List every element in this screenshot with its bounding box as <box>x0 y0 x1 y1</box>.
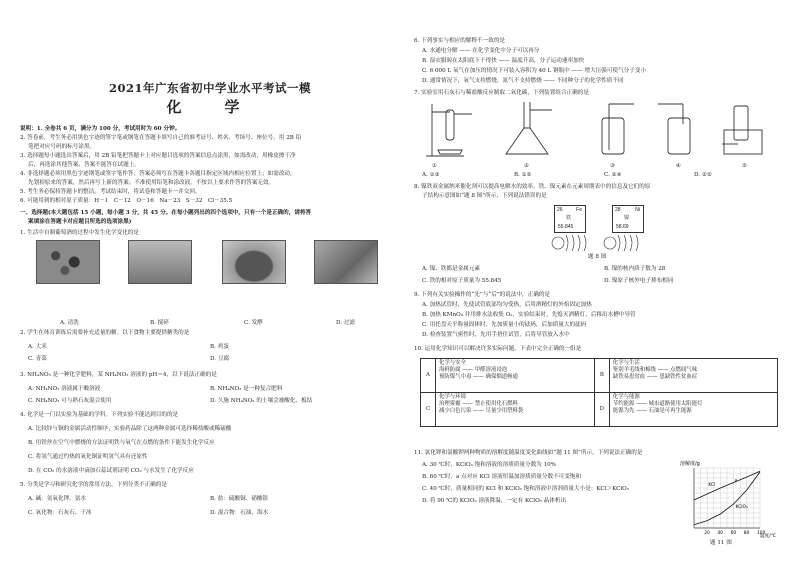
q10-d-line2: 能源为先 —— 石油是可再生能源 <box>612 408 692 414</box>
right-column <box>414 0 782 561</box>
q10-c-line2: 减少白色污染 —— 尽量少用塑料袋 <box>439 408 524 414</box>
q2-option-b: B. 鸡蛋 <box>210 344 229 350</box>
q5-option-c: C. 氧化物：石灰石、干冰 <box>28 510 92 516</box>
solubility-chart <box>676 458 780 542</box>
q6-option-a: A. 水通电分解 —— 在化学变化中分子可以再分 <box>422 48 540 54</box>
fe-number: 26 <box>557 207 563 213</box>
q8-stem: 8. 镍铁双金属纳米催化剂可以提高电解水的效率。铁、镍元素在元素周期表中的信息及它们的原 <box>414 184 651 190</box>
q1-option-b: B. 搅碎 <box>150 320 169 326</box>
ni-symbol: Ni <box>635 207 640 213</box>
q11-stem: 11. 氯化钾和氯酸钾两种物质的溶解度随温度变化曲线如“题 11 图”所示。下列说法正确的是 <box>414 450 643 456</box>
chart-ticks <box>704 530 765 536</box>
q10-key-b: B <box>594 359 609 393</box>
q7-option-c: C. ②④ <box>604 172 622 178</box>
note-6: 6. 可能用到的相对原子质量：H－1 C－12 O－16 Na－23 S－32 Cl－35.5 <box>20 198 233 204</box>
left-column <box>20 0 400 561</box>
note-3: 3. 选择题每小题选出答案后，用 2B 铅笔把答题卡上对应题目选项的答案信息点涂黑，如需改动，用橡皮擦干净 <box>20 153 296 159</box>
q4-option-a: A. 比较锌与铜的金属活动性顺序，实验药品除了这两种金属可选择稀盐酸或稀硫酸 <box>28 426 232 432</box>
q10-a-line2: 预防煤气中毒 —— 确保烟道畅通 <box>439 374 518 380</box>
note-5: 5. 考生务必保持答题卡的整洁。考试结束时，将试卷和答题卡一并交回。 <box>20 189 201 195</box>
fe-mass: 55.845 <box>558 224 574 230</box>
q10-key-a: A <box>421 359 436 393</box>
q8-figure-label: 题 8 图 <box>588 254 607 260</box>
x-tick-label: 40 <box>717 531 723 536</box>
x-tick-label: 60 <box>730 531 737 536</box>
q11-option-c: C. 40 ℃时，质量相同的 KCl 和 KClO₃ 饱和溶液中溶剂质量大小是：KCl＞KClO₃ <box>422 486 630 492</box>
chart-ylabel: 溶解度/g <box>680 461 700 467</box>
q6-stem: 6. 下列事实与相应的解释不一致的是 <box>414 38 506 44</box>
chart-grid <box>694 468 760 528</box>
q10-cell-b <box>609 359 777 393</box>
q10-b-line2: 缺铁易患贫血 —— 患缺铁性贫血症 <box>612 374 698 380</box>
q5-stem: 5. 分类是学习和研究化学的常用方法。下列分类不正确的是 <box>20 482 167 488</box>
q9-option-d: D. 检查装置气密性时，先用手捂住试管，后将导管放入水中 <box>422 332 570 338</box>
q6-option-d: D. 通常情况下，氧气支持燃烧，氮气不支持燃烧 —— 不同种分子的化学性质不同 <box>422 78 624 84</box>
atom-structure-diagrams <box>544 233 654 253</box>
series-label: KClO₃ <box>735 505 748 510</box>
q7-apparatus-figure <box>424 100 774 162</box>
q3-option-a: A. NH₄NO₃ 溶液属于酸溶液 <box>28 386 101 392</box>
q1-photo-fermenting <box>222 240 286 284</box>
q4-stem: 4. 化学是一门以实验为基础的学科。下列实验不能达到目的的是 <box>20 412 179 418</box>
q10-a-head: 化学与安全 <box>439 360 466 366</box>
q2-option-a: A. 大米 <box>28 344 47 350</box>
q4-option-c: C. 将氢气通过灼热的氧化铜证明氢气具有还原性 <box>28 454 148 460</box>
q4-option-b: B. 用铁丝在空气中燃烧的方法证明铁与氧气在点燃的条件下能发生化学反应 <box>28 440 215 446</box>
q7-option-a: A. ①③ <box>422 172 440 178</box>
q1-option-c: C. 发酵 <box>244 320 263 326</box>
q10-a-line1: 海鲜防腐 —— 甲醛溶液浸泡 <box>439 367 508 373</box>
q10-cell-c <box>436 393 595 427</box>
section1-heading: 一、选择题(本大题包括 15 小题，每小题 3 分，共 45 分。在每小题列出的四个选项中，只有一个是正确的，请将答 <box>20 210 312 216</box>
exam-title: 2021年广东省初中学业水平考试一模 <box>108 81 311 95</box>
x-tick-label: 100 <box>757 531 766 536</box>
q3-option-d: D. 久施 NH₄NO₃ 的土壤会被酸化、板结 <box>210 398 313 404</box>
q11-option-a: A. 30 ℃时，KClO₃ 饱和溶液的溶质质量分数为 10% <box>422 462 556 468</box>
q2-option-c: C. 青菜 <box>28 356 47 362</box>
note-2b: 笔把对应号码的标号涂黑。 <box>28 144 96 150</box>
q1-stem: 1. 生活中自制葡萄酒的过程中发生化学变化的是 <box>20 230 139 236</box>
x-tick-label: 20 <box>704 531 710 536</box>
ni-number: 28 <box>615 207 621 213</box>
q10-key-c: C <box>421 393 436 427</box>
q6-option-b: B. 湿衣服晾在太阳底下干得快 —— 温度升高，分子运动速率加快 <box>422 58 585 64</box>
q10-b-head: 化学与生活 <box>612 360 640 366</box>
q9-option-c: C. 用托盘天平称量固体时，先加质量小的砝码，后加质量大的砝码 <box>422 322 587 328</box>
q3-option-c: C. NH₄NO₃ 可与熟石灰混合使用 <box>28 398 112 404</box>
q10-stem: 10. 运用化学知识可以解决许多实际问题。下表中完全正确的一组是 <box>414 346 582 352</box>
q8-stem-2: 子结构示意图如“题 8 图”所示，下列说法错误的是 <box>422 193 547 199</box>
note-4: 4. 非选择题必须用黑色字迹钢笔或签字笔作答，答案必须写在答题卡各题目指定区域内相应位置上；如需改动， <box>20 171 296 177</box>
ni-atom-icon <box>604 235 638 251</box>
q10-cell-d <box>609 393 777 427</box>
q9-stem: 9. 下列有关实验操作的“先”与“后”的说法中，正确的是 <box>414 292 551 298</box>
q7-label-3: ③ <box>610 163 616 169</box>
q11-option-d: D. 将 90 ℃的 KClO₃ 溶液降温，一定有 KClO₃ 晶体析出 <box>422 498 567 504</box>
series-label: KCl <box>708 483 716 488</box>
fe-name: 铁 <box>566 215 572 221</box>
q11-figure-label: 题 11 图 <box>710 540 732 546</box>
q1-photo-filtering <box>314 240 378 284</box>
exam-subject: 化 学 <box>166 98 254 116</box>
q10-d-head: 化学与能源 <box>612 394 640 400</box>
q6-option-c: C. 6 000 L 氧气在加压的情况下可装入容积为 40 L 钢瓶中 —— 增大压强可使气分子变小 <box>422 68 647 74</box>
q10-table <box>420 358 778 427</box>
q8-option-a: A. 镍、铁都是金属元素 <box>422 266 480 272</box>
q5-option-b: B. 盐：硫酸铜、硝酸银 <box>210 496 269 502</box>
q8-option-c: C. 铁的相对原子质量为 55.845 <box>422 278 502 284</box>
q7-label-4: ④ <box>676 163 682 169</box>
q2-option-d: D. 豆腐 <box>210 356 230 362</box>
q7-label-2: ② <box>524 163 530 169</box>
note-2: 2. 答卷前，考生务必用黑色字迹的签字笔或钢笔在答题卡填写自己的准考证号、姓名、考场号、座位号。用 2B 铅 <box>20 135 302 141</box>
q10-b-line1: 鉴别羊毛线和棉线 —— 点燃闻气味 <box>612 367 698 373</box>
q7-option-d: D. ②⑤ <box>694 172 712 178</box>
fe-atom-icon <box>552 235 586 251</box>
ni-mass: 58.69 <box>616 224 629 230</box>
q10-c-head: 化学与环境 <box>439 394 466 400</box>
ni-name: 镍 <box>624 215 630 221</box>
fe-symbol: Fe <box>576 207 582 213</box>
note-1: 说明：1. 全卷共 6 页，满分为 100 分，考试用时为 60 分钟。 <box>20 126 181 132</box>
q8-option-d: D. 镍原子核外电子排布相同 <box>604 278 674 284</box>
q10-key-d: D <box>594 393 609 427</box>
annotation-a: a <box>734 478 738 484</box>
apparatus-4-icon <box>658 104 690 154</box>
ni-element-card <box>612 205 644 233</box>
q5-option-a: A. 碱：氢氧化钾、氨水 <box>28 496 86 502</box>
q10-d-line1: 节约能源 —— 城市道路使用太阳能灯 <box>612 401 703 407</box>
q7-label-5: ⑤ <box>742 163 748 169</box>
q1-photo-crushing <box>128 240 192 284</box>
note-3b: 后，再选涂其他答案，答案不能答在试题上。 <box>28 162 140 168</box>
q4-option-d: D. 在 CO₂ 的水溶液中滴加石蕊试剂证明 CO₂ 与水发生了化学反应 <box>28 468 194 474</box>
q3-stem: 3. NH₄NO₃ 是一种化学肥料，某 NH₄NO₃ 溶液的 pH＝4，以下说法正确的是 <box>20 372 217 378</box>
x-tick-label: 80 <box>743 531 750 536</box>
apparatus-5-icon <box>722 106 762 154</box>
section1-heading-2: 案填涂在答题卡对应题目所选的选项涂黑) <box>28 219 132 225</box>
q1-photo-washing <box>36 240 100 284</box>
q2-stem: 2. 学生在体育训练后需要补充适量的糖。以下食物主要提供糖类的是 <box>20 330 190 336</box>
fe-element-card <box>554 205 586 233</box>
note-4b: 先划掉原来的答案，然后再写上新的答案；不准使用铅笔和涂改液。不按以上要求作答的答案无效。 <box>28 180 275 186</box>
apparatus-2-icon <box>506 102 552 154</box>
q10-cell-a <box>436 359 595 393</box>
q7-label-1: ① <box>432 163 438 169</box>
q10-c-line1: 治理雾霾 —— 禁止使用化石燃料 <box>439 401 518 407</box>
apparatus-3-icon <box>602 104 634 154</box>
q1-option-d: D. 过滤 <box>336 320 356 326</box>
apparatus-1-icon <box>426 104 472 156</box>
q9-option-b: B. 加热 KMnO₄ 并用排水法收集 O₂，实验结束时，先熄灭酒精灯，后移出水槽中导管 <box>422 312 636 318</box>
q8-option-b: B. 镍的核内质子数为 28 <box>604 266 666 272</box>
q7-stem: 7. 实验室用石灰石与稀盐酸反应制取二氧化碳，下列装置组合正确的是 <box>414 90 589 96</box>
q3-option-b: B. NH₄NO₃ 是一种复合肥料 <box>210 386 283 392</box>
chart-xlabel: 温度/℃ <box>760 534 776 539</box>
q9-option-a: A. 加热试管时，先使试管底部均匀受热，后用酒精灯的外焰固定加热 <box>422 302 592 308</box>
q5-option-d: D. 混合物：石油、海水 <box>210 510 269 516</box>
q11-option-b: B. 60 ℃时，a 点对应 KCl 溶液恒温加溶质质量分数不可变饱和 <box>422 474 582 480</box>
q1-option-a: A. 清洗 <box>60 320 79 326</box>
q7-option-b: B. ①⑤ <box>514 172 532 178</box>
